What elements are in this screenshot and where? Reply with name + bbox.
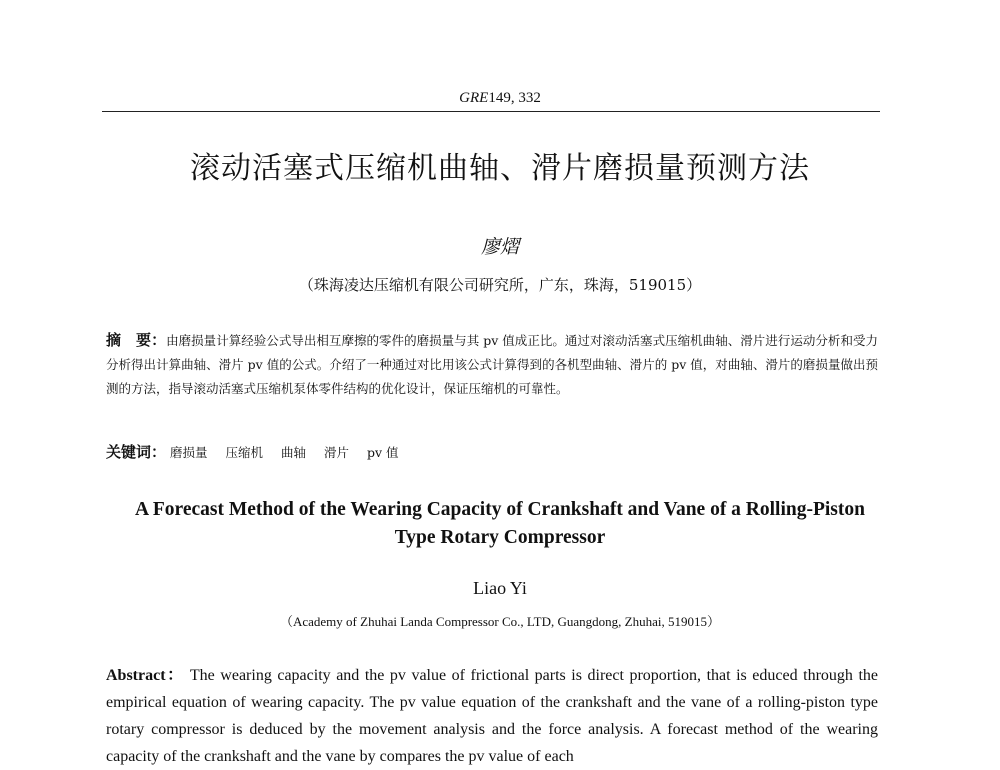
chinese-abstract-text: 由磨损量计算经验公式导出相互摩擦的零件的磨损量与其 pv 值成正比。通过对滚动活塞式压缩机曲轴、滑片进行运动分析和受力分析得出计算曲轴、滑片 pv 值的公式。介绍了一种通过对比用该公式计算得到的各机型曲轴、滑片的 pv 值，对曲轴、滑片的磨损量做出预测的方法，指导滚动活塞式压缩机泵体零件结构的优化设计，保证压缩机的可靠性。 [106, 333, 878, 396]
chinese-abstract [106, 328, 878, 401]
chinese-abstract-label: 摘 要： [106, 331, 167, 349]
keyword: 磨损量 [170, 445, 208, 460]
header-rule [102, 111, 880, 112]
english-title [0, 496, 1000, 552]
english-title-line: Type Rotary Compressor [394, 527, 606, 548]
reference-number: 149, 332 [488, 90, 541, 106]
english-author: Liao Yi [473, 578, 527, 598]
paper-reference-number [0, 90, 1000, 107]
english-abstract-label: Abstract： [106, 667, 185, 684]
chinese-title: 滚动活塞式压缩机曲轴、滑片磨损量预测方法 [190, 151, 810, 186]
english-affiliation: （Academy of Zhuhai Landa Compressor Co., LTD, Guangdong, Zhuhai, 519015） [279, 614, 720, 629]
chinese-keywords-label: 关键词： [106, 443, 167, 461]
chinese-affiliation: （珠海凌达压缩机有限公司研究所，广东，珠海，519015） [298, 276, 702, 294]
keyword: pv 值 [367, 445, 399, 460]
reference-prefix: GRE [459, 90, 489, 106]
chinese-keywords [106, 441, 878, 464]
english-abstract [106, 662, 878, 770]
keyword: 曲轴 [281, 445, 307, 460]
chinese-author: 廖熠 [480, 236, 519, 258]
keyword: 压缩机 [225, 445, 264, 460]
keyword: 滑片 [324, 445, 350, 460]
english-title-line: A Forecast Method of the Wearing Capacity of Crankshaft and Vane of a Rolling-Piston [134, 499, 865, 520]
english-abstract-text: The wearing capacity and the pv value of frictional parts is direct proportion, that is educed through the empirical equation of wearing capacity. The pv value equation of the crankshaft and the vane of a rolling-piston type rotary compressor is deduced by the movement analysis and the force analysis. A forecast method of the wearing capacity of the crankshaft and the vane by compares the pv value of each [106, 667, 878, 765]
